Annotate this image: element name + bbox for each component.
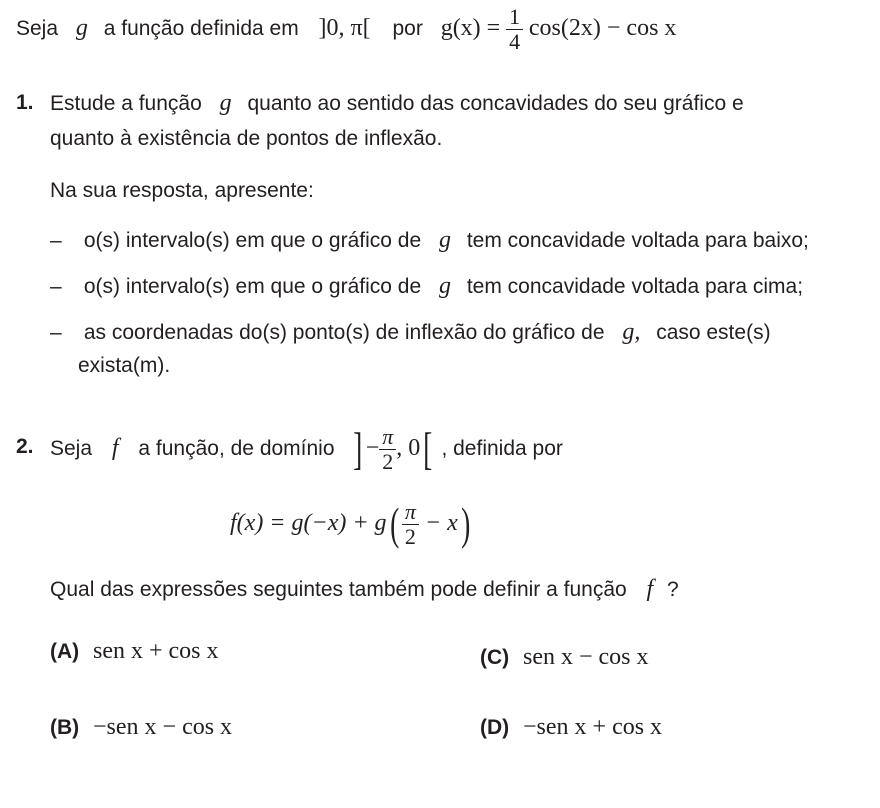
bullet-post: tem concavidade voltada para cima; (466, 275, 804, 298)
q1-answer-intro: Na sua resposta, apresente: (50, 179, 314, 202)
option-label: (A) (50, 640, 80, 663)
intro-lhs: g(x) = (440, 15, 501, 42)
q2-number: 2. (16, 435, 34, 458)
domain-num: π (379, 426, 396, 450)
option-expr: −sen x − cos x (93, 714, 233, 740)
q1-line2: quanto à existência de pontos de inflexão. (50, 127, 443, 150)
q2-question-pre: Qual das expressões seguintes também pode definir a função (50, 578, 627, 601)
option-expr: sen x + cos x (93, 638, 219, 664)
domain-bracket-right: [ (423, 423, 433, 475)
intro-coef-num: 1 (506, 6, 523, 30)
def-frac-num: π (402, 501, 419, 525)
bullet-g: g (439, 273, 451, 299)
option-a[interactable] (50, 636, 219, 667)
option-label: (B) (50, 716, 80, 739)
q2-question-post: ? (667, 578, 679, 601)
q1-line1 (50, 90, 744, 117)
option-expr: −sen x + cos x (523, 714, 663, 740)
q2-question (50, 575, 679, 604)
q2-f: f (111, 435, 119, 461)
bullet-dash: – (50, 321, 62, 344)
intro-pre: Seja (16, 17, 59, 41)
def-paren-right: ) (460, 498, 471, 550)
bullet-pre: o(s) intervalo(s) em que o gráfico de (83, 229, 422, 252)
option-c[interactable] (480, 642, 649, 673)
option-label: (D) (480, 716, 510, 739)
q2-post: , definida por (441, 437, 563, 460)
option-expr: sen x − cos x (523, 644, 649, 670)
def-fraction (402, 498, 419, 549)
bullet-post: caso este(s) (656, 321, 771, 344)
intro-domain: ]0, π[ (318, 15, 371, 42)
q2-line1 (50, 420, 563, 476)
def-tail: − x (424, 510, 458, 536)
domain-minus: − (365, 435, 380, 461)
intro-rhs: cos(2x) − cos x (528, 15, 677, 42)
q1-bullet-3-cont: exista(m). (78, 354, 171, 377)
q1-line1-pre: Estude a função (50, 92, 202, 115)
q1-number: 1. (16, 91, 34, 114)
q2-question-f: f (646, 576, 654, 602)
q1-bullet-1 (50, 226, 809, 255)
q1-bullet-3 (50, 318, 771, 347)
q2-pre: Seja (50, 437, 93, 460)
q1-line1-g: g (219, 90, 232, 116)
option-d[interactable] (480, 712, 662, 743)
intro-line (16, 4, 677, 54)
intro-mid: a função definida em (103, 17, 299, 41)
domain-zero: , 0 (396, 435, 421, 461)
def-paren-left: ( (389, 498, 399, 550)
q1-line1-post: quanto ao sentido das concavidades do seu gráfico e (247, 92, 744, 115)
intro-g: g (75, 15, 88, 42)
option-b[interactable] (50, 712, 232, 743)
def-lhs: f(x) = g(−x) + g (230, 510, 387, 536)
domain-bracket-left: ] (353, 423, 363, 475)
bullet-dash: – (50, 275, 62, 298)
intro-por: por (392, 17, 423, 41)
q2-mid: a função, de domínio (138, 437, 335, 460)
intro-coef-den: 4 (509, 29, 521, 54)
q2-domain (350, 423, 441, 475)
bullet-g: g, (622, 319, 641, 345)
option-label: (C) (480, 646, 510, 669)
bullet-pre: o(s) intervalo(s) em que o gráfico de (83, 275, 422, 298)
q2-definition (230, 494, 473, 552)
q1-bullet-2 (50, 272, 803, 301)
bullet-dash: – (50, 229, 62, 252)
def-frac-den: 2 (404, 523, 416, 549)
domain-den: 2 (382, 448, 394, 474)
intro-coef-fraction (506, 6, 523, 53)
domain-fraction (379, 423, 396, 474)
bullet-pre: as coordenadas do(s) ponto(s) de inflexão do gráfico de (83, 321, 605, 344)
bullet-g: g (439, 227, 451, 253)
bullet-post: tem concavidade voltada para baixo; (466, 229, 809, 252)
